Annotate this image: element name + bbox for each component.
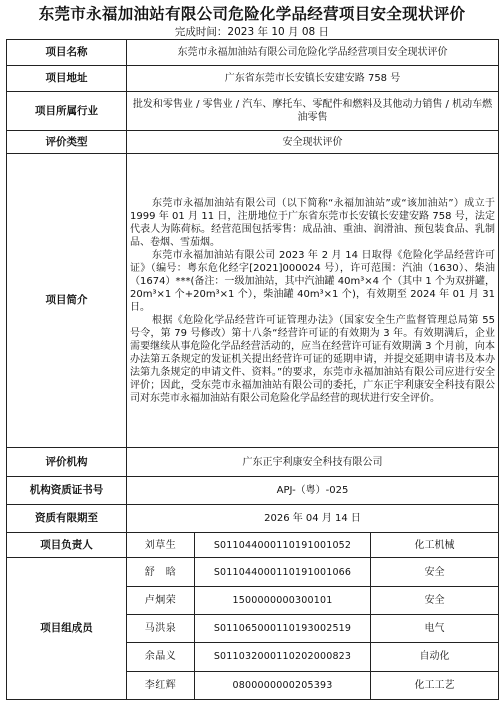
member-profession: 电气 — [371, 614, 499, 642]
row-leader — [7, 533, 499, 558]
member-cert: S011065000110193002519 — [195, 614, 371, 642]
leader-profession: 化工机械 — [371, 533, 499, 558]
member-cert: S011044000110191001066 — [195, 558, 371, 586]
member-profession: 安全 — [371, 558, 499, 586]
row-valid-until — [7, 504, 499, 532]
member-name: 舒 晗 — [127, 558, 195, 586]
member-profession: 自动化 — [371, 643, 499, 671]
label-members: 项目组成员 — [7, 558, 127, 700]
row-industry — [7, 92, 499, 131]
member-name: 卢炯荣 — [127, 586, 195, 614]
label-eval-type: 评价类型 — [7, 131, 127, 154]
value-industry: 批发和零售业 / 零售业 / 汽车、摩托车、零配件和燃料及其他动力销售 / 机动车燃油零售 — [127, 92, 499, 131]
member-profession: 安全 — [371, 586, 499, 614]
row-eval-type — [7, 131, 499, 154]
label-cert-no: 机构资质证书号 — [7, 476, 127, 504]
member-row — [7, 558, 499, 586]
member-cert: 0800000000205393 — [195, 671, 371, 699]
member-cert: S011032000110202000823 — [195, 643, 371, 671]
row-project-address — [7, 66, 499, 92]
value-agency: 广东正宇利康安全科技有限公司 — [127, 448, 499, 476]
member-name: 马洪泉 — [127, 614, 195, 642]
value-cert-no: APJ-（粤）-025 — [127, 476, 499, 504]
value-valid-until: 2026 年 04 月 14 日 — [127, 504, 499, 532]
label-industry: 项目所属行业 — [7, 92, 127, 131]
leader-name: 刘草生 — [127, 533, 195, 558]
project-info-table — [6, 39, 499, 700]
summary-paragraph: 根据《危险化学品经营许可证管理办法》（国家安全生产监督管理总局第 55 号令，第 79 号修改）第十八条“经营许可证的有效期为 3 年。有效期满后，企业需要继续从事危险化学品经营活动的，应当在经营许可证有效期满 3 个月前，向本办法第五条规定的发证机关提出经营许可证的延期申请，并提交延期申请书及本办法第九条规定的申请文件、资料。”的要求，东莞市永福加油站有限公司应进行安全评价；因此，受东莞市永福加油站有限公司的委托，广东正宇利康安全科技有限公司对东莞市永福加油站有限公司危险化学品经营的现状进行安全评价。 — [130, 314, 496, 404]
summary-paragraph: 东莞市永福加油站有限公司（以下简称“永福加油站”或“该加油站”）成立于 1999 年 01 月 11 日，注册地位于广东省东莞市长安镇长安建安路 758 号，法定代表人为陈荷标。经营范围包括零售：成品油、重油、润滑油、预包装食品、乳制品、卷烟、雪茄烟。 — [130, 197, 496, 248]
leader-cert: S011044000110191001052 — [195, 533, 371, 558]
member-name: 余晶义 — [127, 643, 195, 671]
page-title: 东莞市永福加油站有限公司危险化学品经营项目安全现状评价 — [38, 5, 466, 23]
label-summary: 项目简介 — [7, 154, 127, 448]
row-agency — [7, 448, 499, 476]
label-valid-until: 资质有限期至 — [7, 504, 127, 532]
row-summary — [7, 154, 499, 448]
label-project-address: 项目地址 — [7, 66, 127, 92]
summary-paragraph: 东莞市永福加油站有限公司 2023 年 2 月 14 日取得《危险化学品经营许可证》（编号：粤东危化经字[2021]000024 号），许可范围：汽油（1630）、柴油（1674）***(备注：一级加油站，其中汽油罐 40m³×4 个（其中 1 个为双拼罐，20m³×1 个+20m³×1 个），柴油罐 40m³×1 个)，有效期至 2024 年 01 月 31 日。 — [130, 249, 496, 313]
member-name: 李红辉 — [127, 671, 195, 699]
summary-text — [127, 154, 499, 448]
label-project-name: 项目名称 — [7, 40, 127, 66]
member-cert: 1500000000300101 — [195, 586, 371, 614]
label-leader: 项目负责人 — [7, 533, 127, 558]
value-project-address: 广东省东莞市长安镇长安建安路 758 号 — [127, 66, 499, 92]
row-project-name — [7, 40, 499, 66]
row-cert-no — [7, 476, 499, 504]
value-project-name: 东莞市永福加油站有限公司危险化学品经营项目安全现状评价 — [127, 40, 499, 66]
completion-date: 完成时间：2023 年 10 月 08 日 — [174, 26, 330, 38]
member-profession: 化工工艺 — [371, 671, 499, 699]
value-eval-type: 安全现状评价 — [127, 131, 499, 154]
label-agency: 评价机构 — [7, 448, 127, 476]
